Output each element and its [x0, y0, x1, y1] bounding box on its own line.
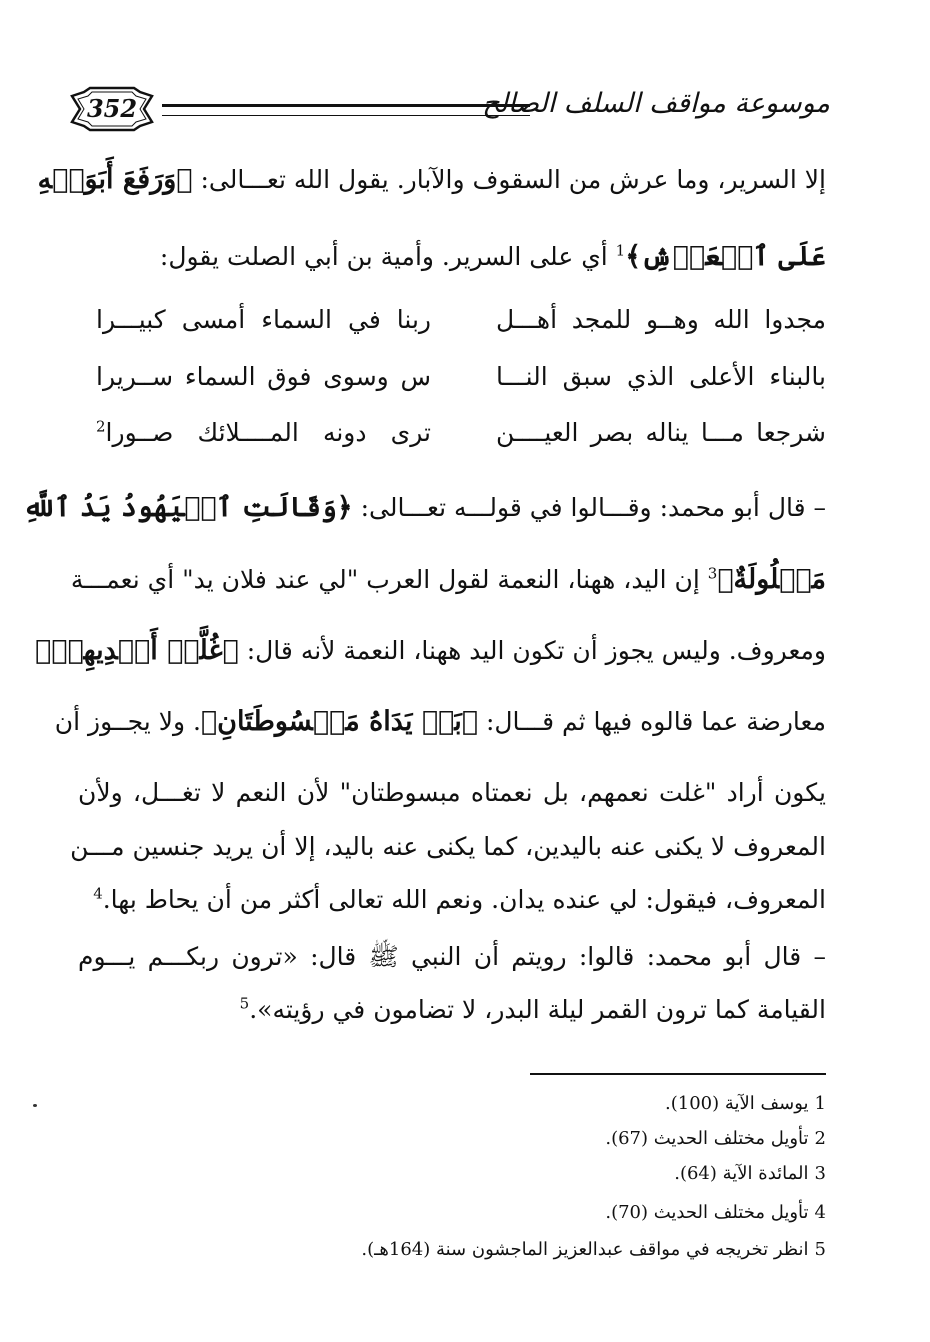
body-line-6: [23, 488, 826, 528]
footnote-text: يوسف الآية (100).: [665, 1093, 809, 1114]
footnote-3: [160, 1161, 826, 1187]
scan-speck: [33, 1104, 37, 1107]
body-line-7: [70, 560, 826, 600]
body-line-12: [78, 880, 826, 920]
header-rule: [162, 104, 530, 116]
quran-verse: مَغۡلُولَةٌ﴾: [717, 564, 826, 595]
body-text: ومعروف. وليس يجوز أن تكون اليد ههنا، النعمة لأنه قال:: [246, 636, 826, 665]
footnote-number: 3: [814, 1163, 826, 1184]
verse-hemistich-right: شرجعا مـــا يناله بصر العيــــن: [496, 418, 826, 447]
quran-verse: ﴿بَلۡ يَدَاهُ مَبۡسُوطَتَانِ﴾: [200, 706, 478, 737]
verse-hemistich-right: مجدوا الله وهــو للمجد أهـــل: [496, 305, 826, 334]
body-line-13: [78, 937, 826, 977]
body-text: معارضة عما قالوه فيها ثم قـــال:: [485, 707, 826, 736]
body-line-14: [78, 990, 826, 1030]
verse-hemistich-left: [96, 418, 431, 447]
quran-verse: ﴿غُلَّتۡ أَيۡدِيهِمۡ﴾: [35, 635, 239, 666]
footnote-4: [160, 1200, 826, 1226]
body-text: – قال أبو محمد: قالوا: رويتم أن النبي ﷺ قال: «ترون ربكـــم يـــوم: [78, 942, 826, 971]
body-text: أي على السرير. وأمية بن أبي الصلت يقول:: [159, 242, 616, 271]
verse-text: ترى دونه المــــلائك صــورا: [105, 418, 431, 447]
footnote-number: 4: [814, 1202, 826, 1223]
footnote-5: [160, 1237, 826, 1263]
footnote-number: 1: [814, 1093, 826, 1114]
body-text: إن اليد، ههنا، النعمة لقول العرب "لي عند فلان يد" أي نعمـــة: [70, 565, 708, 594]
footnote-number: 5: [814, 1239, 826, 1260]
quran-verse: عَلَى ٱلۡعَرۡشِ﴾: [625, 241, 826, 272]
quran-verse: ﴿وَقَالَتِ ٱلۡيَهُودُ يَدُ ٱللَّهِ: [23, 492, 353, 523]
poem-verse-3: [96, 418, 826, 458]
footnote-text: تأويل مختلف الحديث (67).: [605, 1128, 809, 1149]
body-text: – قال أبو محمد: وقـــالوا في قولـــه تعـــالى:: [360, 493, 826, 522]
body-text: المعروف، فيقول: لي عنده يدان. ونعم الله تعالى أكثر من أن يحاط بها.: [102, 885, 826, 914]
footnote-ref: 1: [615, 241, 626, 260]
body-line-11: [70, 827, 826, 867]
page-header: [70, 82, 830, 142]
verse-hemistich-left: ربنا في السماء أمسى كبيـــرا: [96, 305, 431, 334]
book-title: موسوعة مواقف السلف الصالح: [482, 88, 830, 119]
footnote-ref: 2: [96, 417, 106, 436]
verse-hemistich-left: س وسوى فوق السماء ســريرا: [96, 362, 431, 391]
body-text: يكون أراد "غلت نعمهم، بل نعمتاه مبسوطتان" لأن النعم لا تغـــل، ولأن: [78, 778, 826, 807]
footnote-separator: [530, 1073, 826, 1075]
poem-verse-1: [96, 305, 826, 345]
body-text: . ولا يجــوز أن: [54, 707, 201, 736]
footnote-ref: 5: [239, 994, 250, 1013]
poem-verse-2: [96, 362, 826, 402]
body-line-1: [37, 160, 826, 200]
footnote-text: تأويل مختلف الحديث (70).: [605, 1202, 809, 1223]
footnote-ref: 3: [707, 564, 718, 583]
footnote-ref: 4: [93, 884, 103, 903]
page-number-badge: [70, 86, 154, 132]
footnote-text: انظر تخريجه في مواقف عبدالعزيز الماجشون سنة (164هـ).: [361, 1239, 809, 1260]
verse-hemistich-right: بالبناء الأعلى الذي سبق النـــا: [496, 362, 826, 391]
body-line-8: [35, 631, 826, 671]
body-line-2: [78, 237, 826, 277]
footnote-1: [160, 1091, 826, 1117]
footnote-2: [160, 1126, 826, 1152]
body-text: القيامة كما ترون القمر ليلة البدر، لا تضامون في رؤيته».: [249, 995, 826, 1024]
footnote-number: 2: [814, 1128, 826, 1149]
body-text: إلا السرير، وما عرش من السقوف والآبار. يقول الله تعـــالى:: [200, 165, 826, 194]
quran-verse: ﴿وَرَفَعَ أَبَوَيۡهِ: [37, 164, 193, 195]
page-number: 352: [86, 94, 138, 123]
body-line-9: [54, 702, 826, 742]
footnote-text: المائدة الآية (64).: [674, 1163, 809, 1184]
body-text: المعروف لا يكنى عنه باليدين، كما يكنى عنه باليد، إلا أن يريد جنسين مـــن: [70, 832, 826, 861]
body-line-10: [78, 773, 826, 813]
